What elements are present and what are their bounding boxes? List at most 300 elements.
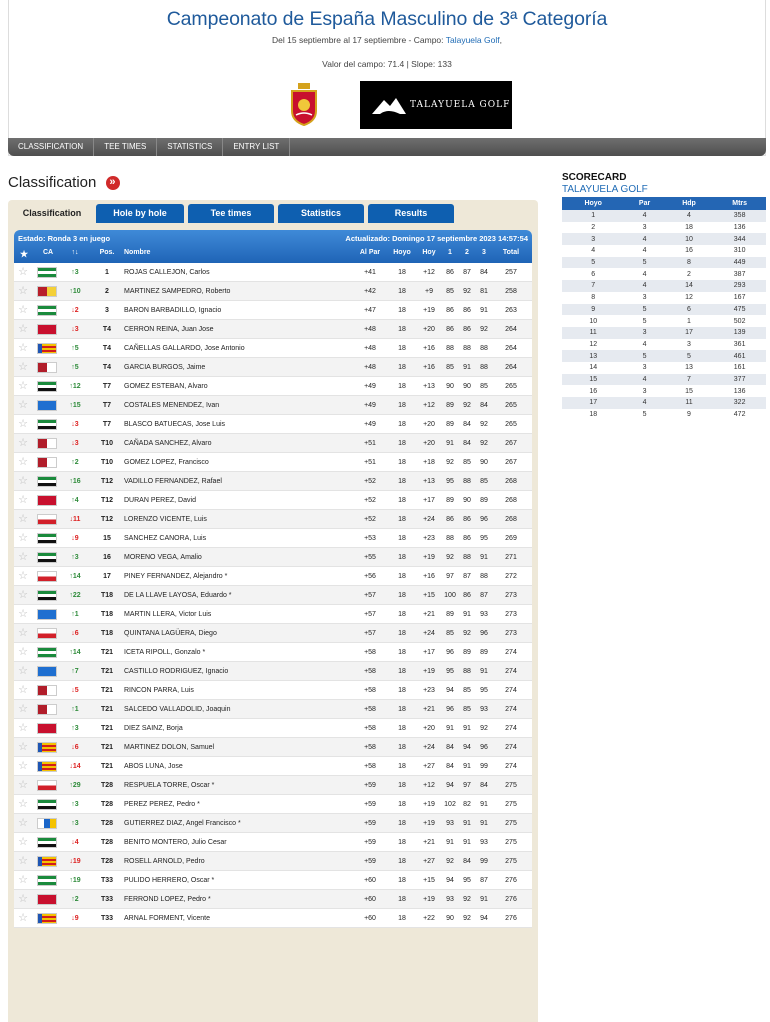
round-2-score: 92 xyxy=(463,896,471,903)
region-flag-icon xyxy=(37,723,57,734)
favorite-star-icon[interactable]: ☆ xyxy=(18,380,28,392)
tab-hole-by-hole[interactable]: Hole by hole xyxy=(96,204,184,223)
favorite-star-icon[interactable]: ☆ xyxy=(18,361,28,373)
player-name[interactable]: DURAN PEREZ, David xyxy=(124,497,196,504)
holes-played: 18 xyxy=(398,877,406,884)
favorite-star-icon[interactable]: ☆ xyxy=(18,798,28,810)
hole-par: 5 xyxy=(624,350,664,362)
position-change xyxy=(62,586,88,605)
today-score: +12 xyxy=(423,402,435,409)
favorite-star-icon[interactable]: ☆ xyxy=(18,551,28,563)
player-name[interactable]: ICETA RIPOLL, Gonzalo * xyxy=(124,649,206,656)
hole-number: 3 xyxy=(562,233,624,245)
favorite-star-icon[interactable]: ☆ xyxy=(18,608,28,620)
round-1-score: 89 xyxy=(446,497,454,504)
table-row[interactable] xyxy=(14,624,532,643)
total-score: 276 xyxy=(505,877,517,884)
course-link[interactable]: Talayuela Golf xyxy=(445,35,500,45)
tab-results[interactable]: Results xyxy=(368,204,454,223)
region-flag-icon xyxy=(37,647,57,658)
favorite-star-icon[interactable]: ☆ xyxy=(18,665,28,677)
round-2-score: 85 xyxy=(463,706,471,713)
hole-number: 1 xyxy=(562,210,624,222)
region-flag-icon xyxy=(37,799,57,810)
round-1-score: 89 xyxy=(446,611,454,618)
round-1-score: 94 xyxy=(446,877,454,884)
region-flag-icon xyxy=(37,419,57,430)
position: T21 xyxy=(100,668,114,675)
round-3-score: 95 xyxy=(480,687,488,694)
total-score: 265 xyxy=(505,402,517,409)
round-3-score: 91 xyxy=(480,307,488,314)
hole-meters: 358 xyxy=(713,210,766,222)
round-3-score: 87 xyxy=(480,877,488,884)
hole-par: 5 xyxy=(642,317,647,325)
table-row[interactable] xyxy=(14,890,532,909)
round-3-score: 84 xyxy=(480,269,488,276)
player-name[interactable]: ROSELL ARNOLD, Pedro xyxy=(124,858,205,865)
score-to-par: +58 xyxy=(364,687,376,694)
scorecard-row xyxy=(562,350,766,362)
favorite-star-icon[interactable]: ☆ xyxy=(18,741,28,753)
talayuela-golf-logo xyxy=(360,81,512,129)
round-2-score: 87 xyxy=(463,573,471,580)
hole-par: 4 xyxy=(642,340,647,348)
favorite-star-icon[interactable]: ☆ xyxy=(18,722,28,734)
double-chevron-icon[interactable] xyxy=(106,176,120,190)
position: T4 xyxy=(102,364,112,371)
favorite-star-icon[interactable]: ☆ xyxy=(18,855,28,867)
today-score: +20 xyxy=(423,725,435,732)
score-to-par: +57 xyxy=(364,611,376,618)
table-row[interactable] xyxy=(14,814,532,833)
round-1-score: 92 xyxy=(446,459,454,466)
player-name[interactable]: BLASCO BATUECAS, Jose Luis xyxy=(124,421,226,428)
player-name[interactable]: DE LA LLAVE LAYOSA, Eduardo * xyxy=(124,592,232,599)
player-name[interactable]: ARNAL FORMENT, Vicente xyxy=(124,915,210,922)
player-name[interactable]: FERROND LOPEZ, Pedro * xyxy=(124,896,211,903)
player-name[interactable]: SANCHEZ CANORA, Luis xyxy=(124,535,207,542)
position-change-value: 6 xyxy=(74,744,79,751)
favorite-star-icon[interactable]: ☆ xyxy=(18,323,28,335)
position-change xyxy=(62,624,88,643)
round-3-score: 81 xyxy=(480,288,488,295)
table-row[interactable] xyxy=(14,320,532,339)
position: T28 xyxy=(100,801,114,808)
favorites-star-icon[interactable]: ★ xyxy=(19,249,29,259)
hole-handicap: 7 xyxy=(665,374,714,386)
hole-number: 13 xyxy=(562,350,624,362)
scorecard-table xyxy=(562,197,766,420)
position: T18 xyxy=(100,611,114,618)
region-flag-icon xyxy=(37,704,57,715)
round-1-score: 91 xyxy=(446,725,454,732)
table-row[interactable] xyxy=(14,339,532,358)
table-row[interactable] xyxy=(14,757,532,776)
region-flag-icon xyxy=(37,666,57,677)
position-change-value: 15 xyxy=(72,402,81,409)
table-row[interactable] xyxy=(14,738,532,757)
today-score: +9 xyxy=(425,288,433,295)
round-3-score: 91 xyxy=(480,801,488,808)
top-navigation xyxy=(8,138,766,156)
total-score: 257 xyxy=(505,269,517,276)
player-name[interactable]: CAÑELLAS GALLARDO, Jose Antonio xyxy=(124,345,245,352)
today-score: +16 xyxy=(423,573,435,580)
region-flag-icon xyxy=(37,780,57,791)
region-flag-icon xyxy=(37,267,57,278)
score-to-par: +58 xyxy=(364,763,376,770)
col-hoyo[interactable]: Hoyo xyxy=(393,249,411,256)
favorite-star-icon[interactable]: ☆ xyxy=(18,817,28,829)
hole-par: 3 xyxy=(642,364,647,372)
position-change-value: 1 xyxy=(74,706,79,713)
round-1-score: 86 xyxy=(446,516,454,523)
player-name[interactable]: PINEY FERNANDEZ, Alejandro * xyxy=(124,573,228,580)
round-2-score: 85 xyxy=(463,687,471,694)
round-2-score: 86 xyxy=(463,535,471,542)
score-to-par: +48 xyxy=(364,345,376,352)
arrow-up-icon: ↑ xyxy=(71,611,75,618)
region-flag-icon xyxy=(37,742,57,753)
scorecard-course[interactable]: TALAYUELA GOLF xyxy=(562,184,648,195)
today-score: +13 xyxy=(423,383,435,390)
score-to-par: +51 xyxy=(364,459,376,466)
total-score: 267 xyxy=(505,459,517,466)
player-name[interactable]: GOMEZ LOPEZ, Francisco xyxy=(124,459,209,466)
favorite-star-icon[interactable]: ☆ xyxy=(18,342,28,354)
position-change xyxy=(62,415,88,434)
player-name[interactable]: VADILLO FERNANDEZ, Rafael xyxy=(124,478,222,485)
position-change xyxy=(62,434,88,453)
position-change-value: 12 xyxy=(72,383,81,390)
position: T4 xyxy=(102,345,112,352)
table-row[interactable] xyxy=(14,301,532,320)
position: T4 xyxy=(102,326,112,333)
favorite-star-icon[interactable]: ☆ xyxy=(18,266,28,278)
player-name[interactable]: DIEZ SAINZ, Borja xyxy=(124,725,183,732)
round-2-score: 97 xyxy=(463,782,471,789)
player-name[interactable]: PULIDO HERRERO, Oscar * xyxy=(124,877,215,884)
favorite-star-icon[interactable]: ☆ xyxy=(18,779,28,791)
round-1-score: 94 xyxy=(446,782,454,789)
score-to-par: +51 xyxy=(364,440,376,447)
round-1-score: 90 xyxy=(446,383,454,390)
tab-tee-times[interactable]: Tee times xyxy=(188,204,274,223)
score-to-par: +59 xyxy=(364,782,376,789)
region-flag-icon xyxy=(37,533,57,544)
region-flag-icon xyxy=(37,438,57,449)
round-2-score: 86 xyxy=(463,307,471,314)
scorecard-row xyxy=(562,315,766,327)
col-round-2[interactable]: 2 xyxy=(465,249,469,256)
table-row[interactable] xyxy=(14,510,532,529)
favorite-star-icon[interactable]: ☆ xyxy=(18,494,28,506)
round-3-score: 99 xyxy=(480,858,488,865)
player-name[interactable]: COSTALES MENENDEZ, Ivan xyxy=(124,402,220,409)
player-name[interactable]: CASTILLO RODRIGUEZ, Ignacio xyxy=(124,668,229,675)
favorite-star-icon[interactable]: ☆ xyxy=(18,703,28,715)
player-name[interactable]: SALCEDO VALLADOLID, Joaquin xyxy=(124,706,231,713)
player-name[interactable]: RINCON PARRA, Luis xyxy=(124,687,194,694)
favorite-star-icon[interactable]: ☆ xyxy=(18,893,28,905)
position: 16 xyxy=(103,554,111,561)
player-name[interactable]: MORENO VEGA, Amalio xyxy=(124,554,202,561)
position-change-value: 14 xyxy=(72,763,81,770)
player-name[interactable]: ROJAS CALLEJON, Carlos xyxy=(124,269,210,276)
round-2-score: 90 xyxy=(463,497,471,504)
round-2-score: 86 xyxy=(463,326,471,333)
hole-handicap: 15 xyxy=(685,387,693,395)
page-header xyxy=(8,0,766,156)
hole-number: 7 xyxy=(562,280,624,292)
position-change xyxy=(62,833,88,852)
position-change xyxy=(62,453,88,472)
table-row[interactable] xyxy=(14,700,532,719)
round-3-score: 96 xyxy=(480,516,488,523)
region-flag-icon xyxy=(37,685,57,696)
score-to-par: +41 xyxy=(364,269,376,276)
player-name[interactable]: ABOS LUNA, Jose xyxy=(124,763,183,770)
arrow-down-icon: ↓ xyxy=(71,687,75,694)
position-change xyxy=(62,776,88,795)
today-score: +20 xyxy=(423,440,435,447)
favorite-star-icon[interactable]: ☆ xyxy=(18,475,28,487)
tab-classification[interactable]: Classification xyxy=(12,204,92,223)
position-change-value: 3 xyxy=(74,440,79,447)
total-score: 273 xyxy=(505,592,517,599)
player-name[interactable]: PEREZ PEREZ, Pedro * xyxy=(124,801,200,808)
table-row[interactable] xyxy=(14,396,532,415)
table-row[interactable] xyxy=(14,491,532,510)
score-to-par: +58 xyxy=(364,668,376,675)
table-row[interactable] xyxy=(14,567,532,586)
player-name[interactable]: CAÑADA SANCHEZ, Alvaro xyxy=(124,440,212,447)
region-flag-icon xyxy=(37,571,57,582)
table-row[interactable] xyxy=(14,263,532,282)
topnav-entry-list[interactable]: ENTRY LIST xyxy=(223,138,290,156)
position-change-value: 16 xyxy=(72,478,81,485)
round-3-score: 96 xyxy=(480,744,488,751)
table-row[interactable] xyxy=(14,833,532,852)
position-change-value: 3 xyxy=(74,820,79,827)
score-to-par: +57 xyxy=(364,630,376,637)
scorecard-row xyxy=(562,385,766,397)
round-2-score: 91 xyxy=(463,364,471,371)
favorite-star-icon[interactable]: ☆ xyxy=(18,532,28,544)
round-2-score: 88 xyxy=(463,345,471,352)
round-1-score: 94 xyxy=(446,687,454,694)
round-3-score: 88 xyxy=(480,573,488,580)
today-score: +24 xyxy=(423,744,435,751)
total-score: 274 xyxy=(505,649,517,656)
table-row[interactable] xyxy=(14,377,532,396)
table-row[interactable] xyxy=(14,643,532,662)
position: T28 xyxy=(100,820,114,827)
player-name[interactable]: MARTINEZ SAMPEDRO, Roberto xyxy=(124,288,231,295)
favorite-star-icon[interactable]: ☆ xyxy=(18,399,28,411)
round-1-score: 86 xyxy=(446,326,454,333)
col-round-3[interactable]: 3 xyxy=(482,249,486,256)
favorite-star-icon[interactable]: ☆ xyxy=(18,456,28,468)
col-hoy[interactable]: Hoy xyxy=(422,249,436,256)
position-change-value: 2 xyxy=(74,459,79,466)
total-score: 274 xyxy=(505,763,517,770)
arrow-down-icon: ↓ xyxy=(71,307,75,314)
player-name[interactable]: LORENZO VICENTE, Luis xyxy=(124,516,207,523)
table-row[interactable] xyxy=(14,776,532,795)
table-row[interactable] xyxy=(14,434,532,453)
position-change xyxy=(62,301,88,320)
col-total[interactable]: Total xyxy=(502,249,520,256)
player-name[interactable]: RESPUELA TORRE, Oscar * xyxy=(124,782,215,789)
favorite-star-icon[interactable]: ☆ xyxy=(18,684,28,696)
col-name[interactable]: Nombre xyxy=(124,249,151,256)
player-name[interactable]: GUTIERREZ DIAZ, Angel Francisco * xyxy=(124,820,241,827)
region-flag-icon xyxy=(37,761,57,772)
table-row[interactable] xyxy=(14,282,532,301)
table-row[interactable] xyxy=(14,472,532,491)
today-score: +17 xyxy=(423,649,435,656)
favorite-star-icon[interactable]: ☆ xyxy=(18,513,28,525)
region-flag-icon xyxy=(37,324,57,335)
col-pos[interactable]: Pos. xyxy=(99,249,115,256)
hole-meters: 293 xyxy=(713,280,766,292)
table-row[interactable] xyxy=(14,871,532,890)
total-score: 272 xyxy=(505,573,517,580)
favorite-star-icon[interactable]: ☆ xyxy=(18,418,28,430)
round-3-score: 90 xyxy=(480,459,488,466)
today-score: +24 xyxy=(423,516,435,523)
table-row[interactable] xyxy=(14,605,532,624)
favorite-star-icon[interactable]: ☆ xyxy=(18,437,28,449)
leaderboard-header xyxy=(14,230,532,263)
hole-meters: 136 xyxy=(733,224,746,232)
table-row[interactable] xyxy=(14,719,532,738)
scorecard-panel xyxy=(562,172,766,420)
round-3-score: 91 xyxy=(480,554,488,561)
table-row[interactable] xyxy=(14,453,532,472)
hole-par: 3 xyxy=(624,327,664,339)
hole-meters: 167 xyxy=(733,294,746,302)
arrow-up-icon: ↑ xyxy=(69,782,73,789)
table-row[interactable] xyxy=(14,852,532,871)
holes-played: 18 xyxy=(398,725,406,732)
round-1-score: 91 xyxy=(446,440,454,447)
topnav-statistics[interactable]: STATISTICS xyxy=(157,138,223,156)
table-row[interactable] xyxy=(14,529,532,548)
total-score: 275 xyxy=(505,820,517,827)
region-flag-icon xyxy=(37,381,57,392)
table-row[interactable] xyxy=(14,681,532,700)
total-score: 275 xyxy=(505,839,517,846)
total-score: 274 xyxy=(505,725,517,732)
round-1-score: 85 xyxy=(446,364,454,371)
arrow-down-icon: ↓ xyxy=(71,839,75,846)
hole-par: 4 xyxy=(624,233,664,245)
holes-played: 18 xyxy=(398,554,406,561)
holes-played: 18 xyxy=(398,345,406,352)
total-score: 268 xyxy=(505,497,517,504)
round-1-score: 84 xyxy=(446,763,454,770)
tab-statistics[interactable]: Statistics xyxy=(278,204,364,223)
hole-handicap: 16 xyxy=(685,247,693,255)
round-1-score: 90 xyxy=(446,915,454,922)
table-row[interactable] xyxy=(14,795,532,814)
favorite-star-icon[interactable]: ☆ xyxy=(18,285,28,297)
table-row[interactable] xyxy=(14,548,532,567)
hole-handicap: 6 xyxy=(665,304,714,316)
round-3-score: 89 xyxy=(480,649,488,656)
position-change-value: 4 xyxy=(74,497,79,504)
round-1-score: 89 xyxy=(446,421,454,428)
player-name[interactable]: BENITO MONTERO, Julio Cesar xyxy=(124,839,227,846)
favorite-star-icon[interactable]: ☆ xyxy=(18,874,28,886)
hole-par: 4 xyxy=(642,247,647,255)
position-change xyxy=(62,757,88,776)
holes-played: 18 xyxy=(398,402,406,409)
table-row[interactable] xyxy=(14,662,532,681)
holes-played: 18 xyxy=(398,706,406,713)
hole-handicap: 10 xyxy=(665,233,714,245)
favorite-star-icon[interactable]: ☆ xyxy=(18,570,28,582)
table-row[interactable] xyxy=(14,586,532,605)
player-name[interactable]: MARTINEZ DOLON, Samuel xyxy=(124,744,215,751)
player-name[interactable]: BARON BARBADILLO, Ignacio xyxy=(124,307,222,314)
player-name[interactable]: MARTIN LLERA, Victor Luis xyxy=(124,611,212,618)
sort-arrows-icon[interactable]: ↑↓ xyxy=(71,249,79,256)
table-row[interactable] xyxy=(14,358,532,377)
position-change xyxy=(62,871,88,890)
topnav-tee-times[interactable]: TEE TIMES xyxy=(94,138,157,156)
favorite-star-icon[interactable]: ☆ xyxy=(18,912,28,924)
position: T21 xyxy=(100,687,114,694)
hole-par: 4 xyxy=(624,210,664,222)
total-score: 263 xyxy=(505,307,517,314)
favorite-star-icon[interactable]: ☆ xyxy=(18,836,28,848)
col-ca[interactable]: CA xyxy=(42,249,54,256)
col-round-1[interactable]: 1 xyxy=(448,249,452,256)
topnav-classification[interactable]: CLASSIFICATION xyxy=(8,138,94,156)
table-row[interactable] xyxy=(14,415,532,434)
player-name[interactable]: GARCIA BURGOS, Jaime xyxy=(124,364,206,371)
hole-number: 18 xyxy=(589,411,598,419)
favorite-star-icon[interactable]: ☆ xyxy=(18,627,28,639)
hole-par: 5 xyxy=(624,304,664,316)
favorite-star-icon[interactable]: ☆ xyxy=(18,589,28,601)
table-row[interactable] xyxy=(14,909,532,928)
position-change-value: 6 xyxy=(74,630,79,637)
logos-area xyxy=(9,81,765,129)
round-2-score: 92 xyxy=(463,915,471,922)
holes-played: 18 xyxy=(398,383,406,390)
hole-meters: 502 xyxy=(733,317,746,325)
hole-handicap: 17 xyxy=(665,327,714,339)
holes-played: 18 xyxy=(398,478,406,485)
player-name[interactable]: CERRON REINA, Juan Jose xyxy=(124,326,214,333)
col-al-par[interactable]: Al Par xyxy=(359,249,381,256)
favorite-star-icon[interactable]: ☆ xyxy=(18,304,28,316)
holes-played: 18 xyxy=(398,535,406,542)
player-name[interactable]: QUINTANA LAGÜERA, Diego xyxy=(124,630,217,637)
arrow-down-icon: ↓ xyxy=(71,440,75,447)
total-score: 269 xyxy=(505,535,517,542)
favorite-star-icon[interactable]: ☆ xyxy=(18,760,28,772)
position-change xyxy=(62,852,88,871)
favorite-star-icon[interactable]: ☆ xyxy=(18,646,28,658)
player-name[interactable]: GOMEZ ESTEBAN, Alvaro xyxy=(124,383,208,390)
today-score: +13 xyxy=(423,478,435,485)
